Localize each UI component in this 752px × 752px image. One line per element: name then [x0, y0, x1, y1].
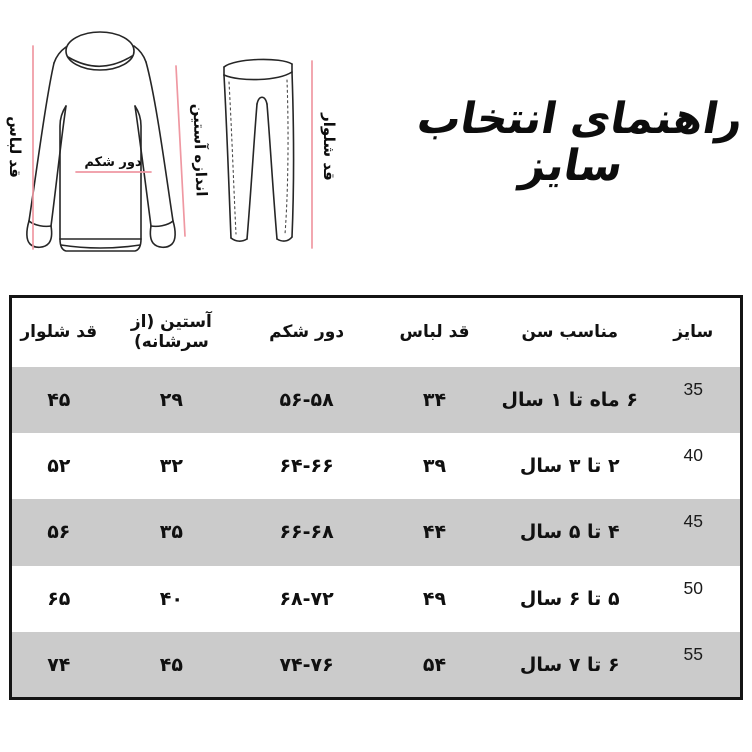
header-row [11, 297, 742, 367]
sleeve-cell: ۳۲ [159, 455, 183, 478]
table-row [11, 566, 742, 632]
garment-length-cell: ۴۴ [422, 521, 447, 544]
table-row [11, 632, 742, 698]
age-cell: ۴ تا ۵ سال [519, 521, 620, 544]
sleeve-cell: ۳۵ [159, 521, 183, 544]
age-cell: ۵ تا ۶ سال [519, 587, 620, 610]
size-cell: 50 [683, 577, 703, 598]
column-header-pants-length: قد شلوار [20, 322, 98, 343]
belly-cell: ۶۸-۷۲ [279, 587, 334, 610]
age-cell: ۶ تا ۷ سال [519, 653, 620, 676]
size-cell: 40 [683, 445, 703, 466]
table-row [11, 499, 742, 565]
column-header-garment-length: قد لباس [399, 322, 470, 343]
sleeve-label: اندازه آستین [189, 103, 211, 197]
table-row [11, 367, 742, 433]
size-cell: 35 [683, 378, 703, 399]
pants-length-cell: ۷۴ [47, 653, 71, 676]
pants-length-cell: ۵۶ [47, 521, 71, 544]
sleeve-line [176, 66, 185, 236]
garment-length-cell: ۴۹ [422, 587, 447, 610]
hero-section [0, 0, 752, 295]
page-title: راهنمای انتخاب سایز [413, 94, 748, 192]
pants-length-cell: ۵۲ [47, 455, 71, 478]
sleeve-cell: ۴۰ [159, 587, 183, 610]
shirt-length-label: قد لباس [6, 116, 24, 178]
belly-cell: ۵۶-۵۸ [279, 388, 334, 411]
size-table [9, 295, 743, 700]
belly-label: دور شکم [84, 155, 142, 170]
age-cell: ۲ تا ۳ سال [519, 455, 620, 478]
garment-length-cell: ۵۴ [422, 653, 447, 676]
column-header-size: سایز [673, 322, 714, 343]
table-row [11, 433, 742, 499]
pants-length-cell: ۴۵ [47, 388, 71, 411]
belly-cell: ۶۶-۶۸ [279, 521, 334, 544]
size-cell: 45 [683, 511, 703, 532]
garment-length-cell: ۳۴ [422, 388, 447, 411]
column-header-sleeve: آستین (از سرشانه) [130, 312, 212, 353]
column-header-age: مناسب سن [521, 322, 618, 343]
pants-length-label: قد شلوار [320, 113, 338, 181]
sleeve-cell: ۲۹ [159, 388, 183, 411]
belly-cell: ۷۴-۷۶ [279, 653, 334, 676]
age-cell: ۶ ماه تا ۱ سال [501, 388, 638, 411]
size-table-body [11, 367, 742, 699]
garment-length-cell: ۳۹ [422, 455, 447, 478]
belly-cell: ۶۴-۶۶ [279, 455, 334, 478]
size-cell: 55 [683, 643, 703, 664]
shirt-drawing [27, 32, 175, 251]
column-header-belly: دور شکم [269, 322, 345, 343]
size-table-header [11, 297, 742, 367]
sleeve-cell: ۴۵ [159, 653, 183, 676]
pants-drawing [224, 59, 294, 241]
clothing-diagram [0, 0, 380, 295]
pants-length-cell: ۶۵ [47, 587, 71, 610]
